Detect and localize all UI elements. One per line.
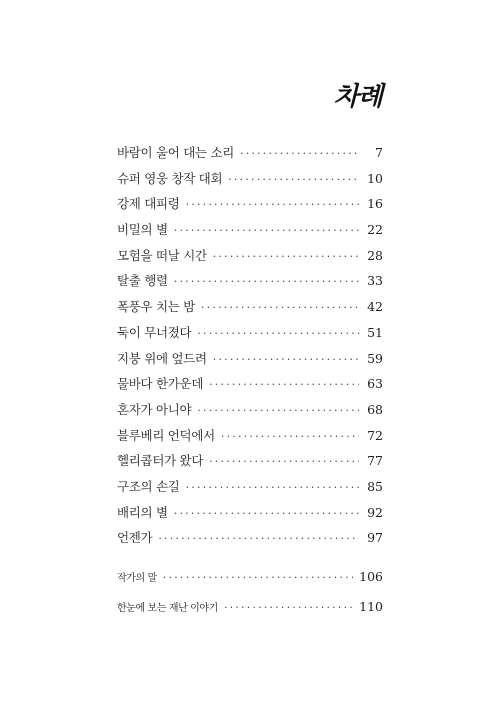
toc-entry [117, 246, 383, 272]
leader-dots [213, 353, 359, 366]
leader-dots [158, 532, 359, 545]
toc-entry-page: 16 [367, 196, 383, 212]
toc-entry [117, 297, 383, 323]
leader-dots [186, 198, 359, 211]
leader-dots [201, 301, 359, 314]
leader-dots [240, 147, 359, 160]
toc-entry-title: 배리의 별 [117, 504, 168, 520]
toc-entry [117, 349, 383, 375]
toc-entry-title: 구조의 손길 [117, 478, 180, 494]
back-matter-entry [117, 599, 383, 629]
toc-entry-title: 헬리콥터가 왔다 [117, 453, 204, 469]
toc-entry-page: 92 [367, 504, 383, 520]
toc-entry [117, 194, 383, 220]
toc-entry [117, 169, 383, 195]
leader-dots [209, 455, 359, 468]
toc-entry-page: 63 [367, 376, 383, 392]
toc-entry-title: 블루베리 언덕에서 [117, 427, 215, 443]
leader-dots [221, 430, 359, 443]
toc-entry-title: 바람이 울어 대는 소리 [117, 145, 234, 160]
leader-dots [174, 275, 359, 288]
toc-entry [117, 400, 383, 426]
toc-entry-title: 언젠가 [117, 530, 153, 546]
toc-entry-page: 72 [367, 427, 383, 443]
toc-entry [117, 451, 383, 477]
toc-entry-title: 모험을 떠날 시간 [117, 247, 207, 263]
toc-entry-title: 비밀의 별 [117, 222, 168, 238]
back-matter-entry [117, 569, 383, 599]
toc-entry [117, 271, 383, 297]
toc-entry-page: 51 [367, 324, 383, 340]
leader-dots [197, 404, 359, 417]
toc-entry-page: 22 [367, 222, 383, 238]
leader-dots [174, 507, 359, 520]
toc-entry-page: 85 [367, 478, 383, 494]
leader-dots [197, 327, 359, 340]
toc-entry [117, 323, 383, 349]
toc-entry-title: 폭풍우 치는 밤 [117, 299, 195, 315]
toc-entry-title: 혼자가 아니야 [117, 401, 192, 417]
toc-entry [117, 426, 383, 452]
toc-entry [117, 477, 383, 503]
table-of-contents [117, 143, 383, 554]
toc-entry-page: 28 [367, 247, 383, 263]
leader-dots [213, 250, 359, 263]
leader-dots [209, 378, 359, 391]
leader-dots [228, 173, 359, 186]
toc-entry-page: 77 [367, 453, 383, 469]
back-matter-title: 작가의 말 [117, 573, 157, 584]
toc-entry-title: 지붕 위에 엎드려 [117, 350, 207, 366]
leader-dots [174, 224, 359, 237]
toc-entry-page: 97 [367, 530, 383, 546]
toc-entry-page: 10 [367, 170, 383, 186]
leader-dots [186, 481, 359, 494]
back-matter-list [117, 569, 383, 629]
toc-entry-title: 물바다 한가운데 [117, 376, 204, 392]
page-title: 차례 [333, 82, 382, 112]
toc-entry [117, 528, 383, 554]
toc-entry-page: 59 [367, 350, 383, 366]
toc-entry [117, 143, 383, 169]
leader-dots [163, 571, 353, 584]
leader-dots [224, 601, 353, 614]
toc-entry-page: 33 [367, 273, 383, 289]
back-matter-page: 106 [359, 569, 383, 584]
toc-entry [117, 220, 383, 246]
toc-entry-page: 7 [375, 145, 383, 160]
toc-entry-title: 둑이 무너졌다 [117, 324, 192, 340]
back-matter-page: 110 [359, 599, 383, 614]
back-matter-title: 한눈에 보는 재난 이야기 [117, 603, 218, 614]
toc-entry-title: 강제 대피령 [117, 196, 180, 212]
toc-entry-title: 탈출 행렬 [117, 273, 168, 289]
toc-entry-page: 42 [367, 299, 383, 315]
toc-entry [117, 374, 383, 400]
toc-entry-page: 68 [367, 401, 383, 417]
toc-entry-title: 슈퍼 영웅 창작 대회 [117, 170, 223, 186]
toc-entry [117, 503, 383, 529]
